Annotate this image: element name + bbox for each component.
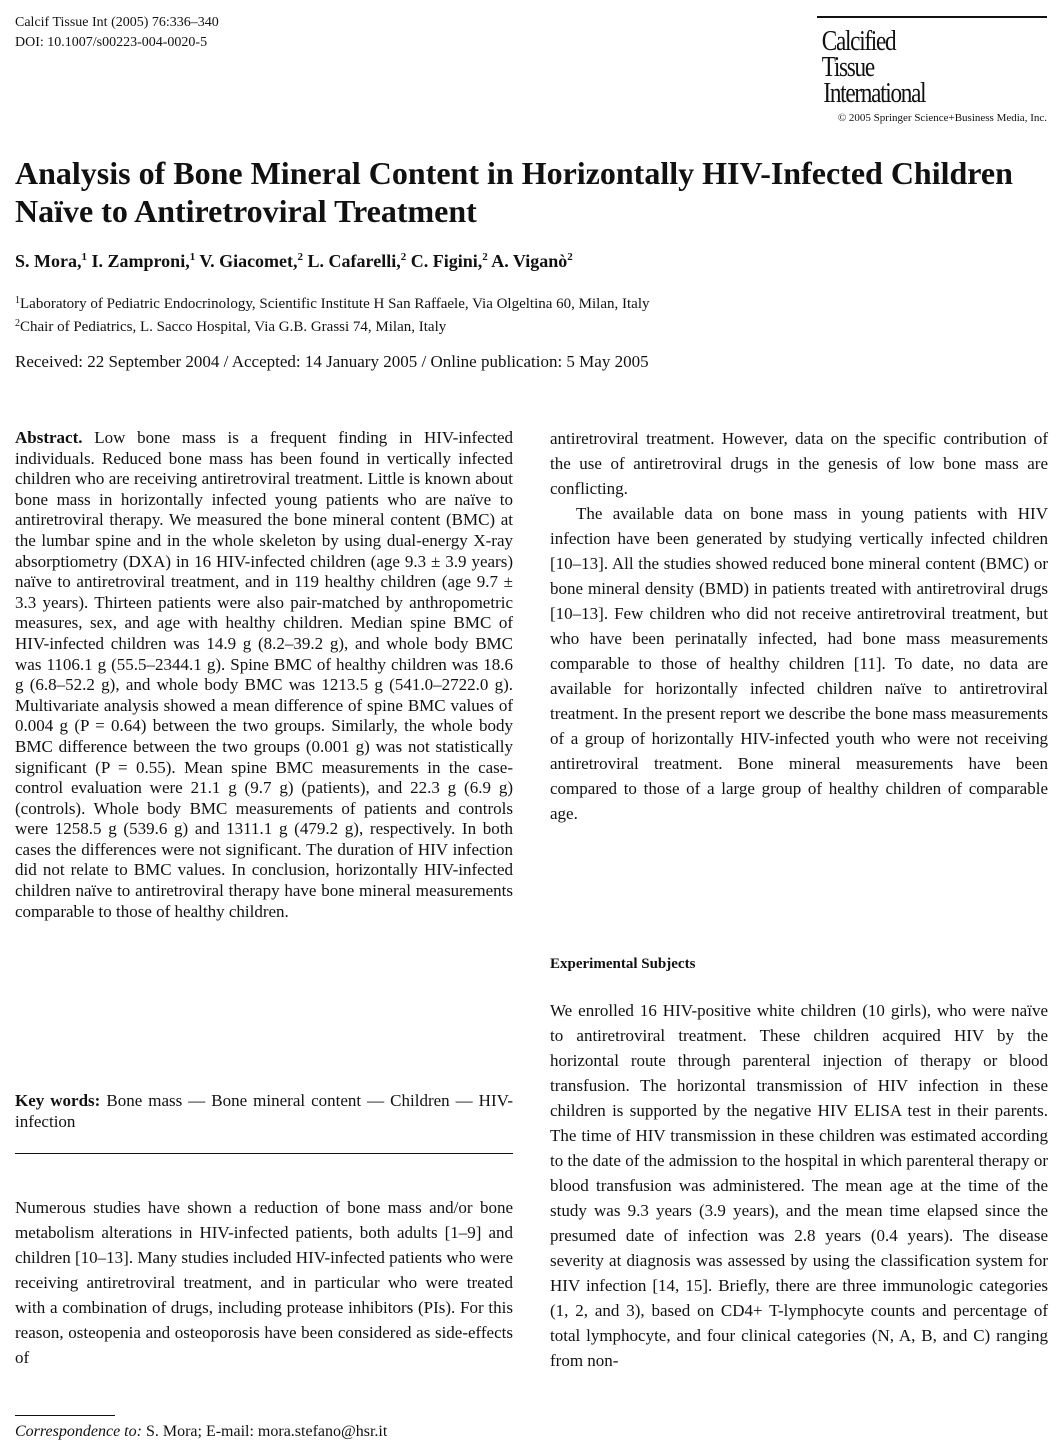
logo-line-2: Tissue — [821, 51, 874, 83]
affiliation — [15, 291, 650, 314]
author: I. Zamproni, — [91, 251, 190, 271]
introduction-paragraph: Numerous studies have shown a reduction of bone mass and/or bone metabolism alterations in HIV-infected patients, both adults [1–9] and children [10–13]. Many studies included HIV-infected patients who were receiving antiretroviral treatment, and in particular who were treated with a combination of drugs, including protease inhibitors (PIs). For this reason, osteopenia and osteoporosis have been considered as side-effects of — [15, 1198, 513, 1367]
author-affiliation-mark: 2 — [400, 251, 407, 263]
affiliation-text: Laboratory of Pediatric Endocrinology, Scientific Institute H San Raffaele, Via Olgeltina 60, Milan, Italy — [20, 296, 650, 312]
copyright-notice: © 2005 Springer Science+Business Media, Inc. — [837, 112, 1047, 124]
article-title: Analysis of Bone Mineral Content in Horizontally HIV-Infected Children Naïve to Antiretroviral Treatment — [15, 155, 1013, 229]
body-paragraph: We enrolled 16 HIV-positive white children (10 girls), who were naïve to antiretroviral treatment. These children acquired HIV by the horizontal route through parenteral injection of therapy or blood transfusion. The horizontal transmission of HIV infection in these children is supported by the negative HIV ELISA test in their parents. The time of HIV transmission in these children was estimated according to the date of the admission to the hospital in which parenteral therapy or blood transfusion was administered. The mean age at the time of the study was 9.3 years (3.9 years), and the mean time elapsed since the presumed date of infection was 2.8 years (0.4 years). The disease severity at diagnosis was assessed by using the classification system for HIV infection [14, 15]. Briefly, there are three immunologic categories (1, 2, and 3), based on CD4+ T-lymphocyte counts and percentage of total lymphocyte, and four clinical categories (N, A, B, and C) ranging from non- — [550, 1001, 1048, 1370]
affiliation-text: Chair of Pediatrics, L. Sacco Hospital, Via G.B. Grassi 74, Milan, Italy — [20, 319, 447, 335]
author: A. Viganò — [491, 251, 568, 271]
affiliation-number: 1 — [15, 295, 20, 306]
correspondence-footnote — [15, 1423, 387, 1441]
abstract-text: Low bone mass is a frequent finding in HIV-infected individuals. Reduced bone mass has been found in vertically infected children who are receiving antiretroviral treatment. Little is known about bone mass in horizontally infected young patients who are naïve to antiretroviral therapy. We measured the bone mineral content (BMC) at the lumbar spine and in the whole skeleton by using dual-energy X-ray absorptiometry (DXA) in 16 HIV-infected children (age 9.3 ± 3.9 years) naïve to antiretroviral treatment, and in 119 healthy children (age 9.7 ± 3.3 years). Thirteen patients were also pair-matched by anthropometric measures, sex, and age with healthy children. Median spine BMC of HIV-infected children was 14.9 g (8.2–39.2 g), and whole body BMC was 1106.1 g (55.5–2344.1 g). Spine BMC of healthy children was 18.6 g (6.8–52.2 g), and whole body BMC was 1213.5 g (541.0–2722.0 g). Multivariate analysis showed a mean difference of spine BMC values of 0.004 g (P = 0.64) between the two groups. Similarly, the whole body BMC difference between the two groups (0.001 g) was not statistically significant (P = 0.55). Mean spine BMC measurements in the case-control evaluation were 21.1 g (9.7 g) (patients), and 22.3 g (6.9 g) (controls). Whole body BMC measurements of patients and controls were 1258.5 g (539.6 g) and 1311.1 g (479.2 g), respectively. In both cases the differences were not significant. The duration of HIV infection did not relate to BMC values. In conclusion, horizontally HIV-infected children naïve to antiretroviral therapy have bone mineral measurements comparable to those of healthy children. — [15, 428, 514, 921]
keywords-text: Bone mass — Bone mineral content — Children — HIV-infection — [15, 1091, 513, 1131]
author: S. Mora, — [15, 251, 82, 271]
abstract-divider — [15, 1153, 513, 1154]
author: V. Giacomet, — [199, 251, 298, 271]
keywords — [15, 1090, 513, 1132]
author-list — [15, 251, 573, 272]
section-heading: Experimental Subjects — [550, 956, 696, 972]
footnote-label: Correspondence to: — [15, 1423, 142, 1440]
logo-line-1: Calcified — [821, 25, 896, 57]
affiliation — [15, 314, 650, 337]
journal-logo — [817, 16, 1047, 125]
footnote-text: S. Mora; E-mail: mora.stefano@hsr.it — [145, 1423, 388, 1440]
footnote-divider — [15, 1415, 115, 1416]
affiliation-number: 2 — [15, 318, 20, 329]
author: C. Figini, — [410, 251, 483, 271]
author-affiliation-mark: 2 — [297, 251, 304, 263]
keywords-label: Key words: — [15, 1091, 101, 1110]
journal-citation: Calcif Tissue Int (2005) 76:336–340 — [15, 15, 219, 30]
logo-line-3: International — [823, 77, 926, 109]
body-paragraph: antiretroviral treatment. However, data on the specific contribution of the use of antiretroviral drugs in the genesis of low bone mass are conflicting. — [550, 429, 1048, 498]
publication-dates: Received: 22 September 2004 / Accepted: 14 January 2005 / Online publication: 5 May 2005 — [15, 352, 649, 371]
affiliations — [15, 291, 650, 337]
author-affiliation-mark: 1 — [189, 251, 196, 263]
body-paragraph: The available data on bone mass in young patients with HIV infection have been generated by studying vertically infected children [10–13]. All the studies showed reduced bone mineral content (BMC) or bone mineral density (BMD) in patients treated with antiretroviral drugs [10–13]. Few children who did not receive antiretroviral treatment, but who have been perinatally infected, had bone mass measurements comparable to those of healthy children [11]. To date, no data are available for horizontally infected children naïve to antiretroviral treatment. In the present report we describe the bone mass measurements of a group of horizontally HIV-infected youth who were not receiving antiretroviral treatment. Bone mineral measurements have been compared to those of a large group of healthy children of comparable age. — [550, 504, 1048, 823]
author-affiliation-mark: 2 — [567, 251, 573, 263]
journal-info — [15, 13, 219, 53]
author-affiliation-mark: 2 — [482, 251, 488, 263]
author-affiliation-mark: 1 — [81, 251, 87, 263]
doi: DOI: 10.1007/s00223-004-0020-5 — [15, 35, 208, 50]
abstract — [15, 428, 513, 922]
author: L. Cafarelli, — [307, 251, 401, 271]
abstract-label: Abstract. — [15, 428, 83, 447]
